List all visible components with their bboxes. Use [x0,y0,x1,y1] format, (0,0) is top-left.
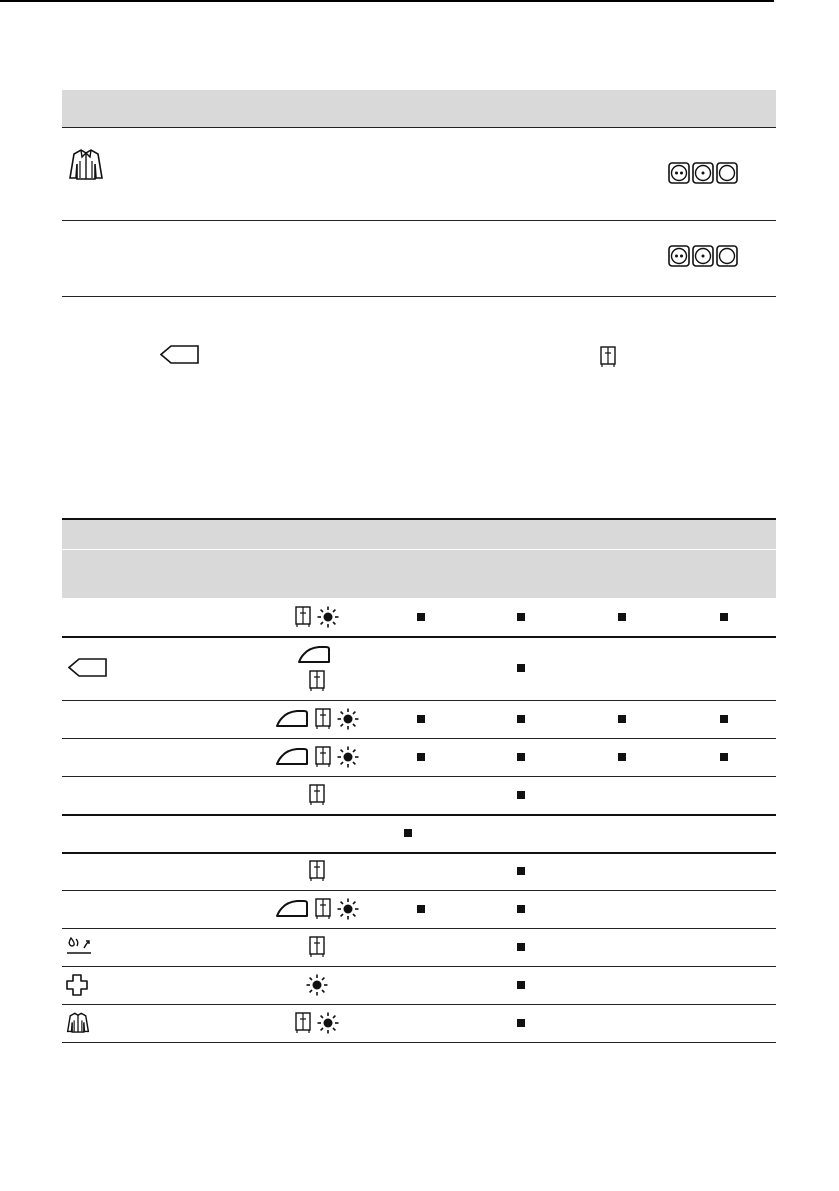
sun-icon [337,898,359,920]
filled-square-icon [417,715,425,723]
matrix-row-rule [62,636,776,638]
filled-square-icon [517,715,525,723]
filled-square-icon [417,613,425,621]
drying-cabinet-icon [309,860,325,882]
drying-cabinet-icon [315,898,331,920]
matrix-header-row-2 [62,550,776,598]
filled-square-icon [517,791,525,799]
drying-cabinet-icon [600,346,616,368]
table1-rule [62,127,776,128]
filled-square-icon [517,1019,525,1027]
matrix-row-rule [62,928,776,929]
sun-icon [337,708,359,730]
filled-square-icon [720,715,728,723]
sun-icon [317,606,339,628]
filled-square-icon [720,753,728,761]
matrix-row-rule [62,852,776,854]
filled-square-icon [618,715,626,723]
filled-square-icon [517,943,525,951]
water-steam-icon [66,936,92,956]
sun-icon [337,746,359,768]
filled-square-icon [517,905,525,913]
tumble-dry-levels-icon [668,245,740,267]
drying-cabinet-icon [309,670,325,692]
label-tag-icon [68,658,108,678]
matrix-row-rule [62,776,776,777]
iron-icon [275,900,309,918]
filled-square-icon [417,753,425,761]
table1-rule [62,220,776,221]
sun-icon [317,1012,339,1034]
drying-cabinet-icon [295,606,311,628]
iron-icon [275,748,309,766]
page-top-rule [0,0,774,2]
filled-square-icon [404,829,412,837]
jacket-icon [68,148,104,182]
matrix-header-row-1 [62,520,776,549]
matrix-row-rule [62,966,776,967]
filled-square-icon [720,613,728,621]
cross-icon [66,974,88,996]
filled-square-icon [517,753,525,761]
matrix-row-rule [62,1004,776,1005]
drying-cabinet-icon [295,1012,311,1034]
filled-square-icon [517,613,525,621]
drying-cabinet-icon [309,936,325,958]
matrix-row-rule [62,1042,776,1043]
filled-square-icon [517,867,525,875]
jacket-icon [66,1012,90,1034]
tumble-dry-levels-icon [668,162,740,184]
table1-header [62,90,776,127]
drying-cabinet-icon [315,708,331,730]
matrix-row-rule [62,814,776,816]
matrix-row-rule [62,700,776,701]
table1-rule [62,296,776,297]
filled-square-icon [618,613,626,621]
filled-square-icon [417,905,425,913]
matrix-row-rule [62,738,776,739]
iron-icon [275,710,309,728]
filled-square-icon [517,664,525,672]
drying-cabinet-icon [309,784,325,806]
label-tag-icon [160,345,200,365]
matrix-row-rule [62,890,776,891]
filled-square-icon [618,753,626,761]
iron-icon [297,646,331,664]
drying-cabinet-icon [315,746,331,768]
sun-icon [306,974,328,996]
filled-square-icon [517,981,525,989]
